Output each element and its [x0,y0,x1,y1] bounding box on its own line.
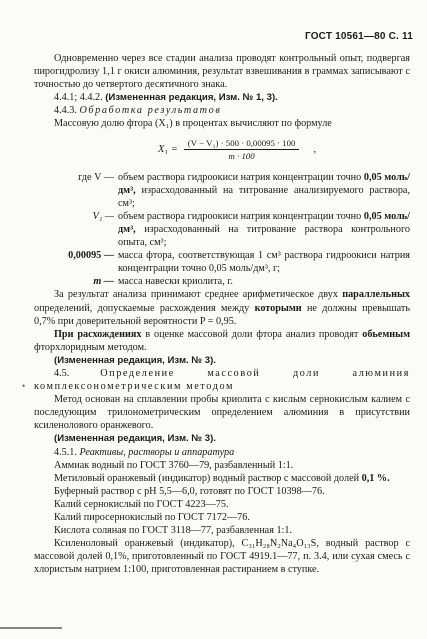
paragraph-result-criteria [34,288,410,327]
section-number: 4.4.3. [54,105,77,117]
text-part: не должны превышать 0,7% при доверительной вероятности P = 0,95. [34,302,411,327]
paragraph-revision-4-4 [34,91,410,104]
revision-note: (Измененная редакция, Изм. № 3). [54,354,216,366]
definition-text-part: израсходованный на титрование раствора контрольного опыта, см³; [118,223,410,249]
fluorine-formula [64,135,410,165]
section-heading: Определение массовой доли алюминия комплексонометрическим методом [34,367,410,393]
definition-v1 [34,210,410,249]
text-part: фторхлоридным методом. [34,341,147,353]
section-number: 4.5.1. [54,446,77,458]
definition-symbol: m — [93,276,114,288]
paragraph-heading-reagents [34,446,410,459]
section-heading: Обработка результатов [79,105,222,117]
section-number: 4.5. [54,367,70,379]
reagent-buffer: Буферный раствор с pH 5,5—6,0, готовят по ГОСТ 10398—76. [54,485,325,497]
paragraph-revision-note [34,354,410,367]
section-heading: Реактивы, растворы и аппаратура [79,446,235,458]
text-part: определений, допускаемые расхождения между [34,302,250,314]
definition-mass-constant [34,249,410,275]
text-bold: При расхождениях [54,328,142,340]
document-body [34,52,410,576]
formula-comma: , [313,144,316,156]
definition-text-bold: 0,05 моль/дм³, [118,210,410,235]
definition-text-part: объем раствора гидроокиси натрия концентрации точно [118,210,362,222]
formula-lhs: X₁ = [158,144,178,156]
text-bold: которыми [254,302,302,314]
formula-numerator: (V − V₁) · 500 · 0,00095 · 100 [184,137,300,150]
paragraph-heading-aluminium [34,367,410,393]
reagent-ammonia: Аммиак водный по ГОСТ 3760—79, разбавленный 1:1. [54,459,294,471]
definition-text: масса навески криолита, г. [118,276,233,288]
paragraph-method: Метод основан на сплавлении пробы криолита с кислым сернокислым калием с последующим трилонометрическим определением алюминия в присутствии ксиленолового оранжевого. [34,394,410,432]
definition-text-bold: 0,05 моль/дм³, [118,171,410,196]
reagent-hydrochloric-acid: Кислота соляная по ГОСТ 3118—77, разбавленная 1:1. [54,525,293,537]
page-header: ГОСТ 10561—80 С. 11 [304,31,413,42]
definition-symbol: V₁ — [92,210,114,222]
margin-bullet-mark: • [22,381,26,391]
definition-text [118,171,410,210]
reagent-potassium-pyrosulfate: Калий пиросернокислый по ГОСТ 7172—76. [54,512,250,523]
text-bold: обьемным [362,328,411,340]
definition-symbol: где V — [78,171,114,183]
section-number: 4.4.1; 4.4.2. [54,92,103,104]
paragraph-control-test: Одновременно через все стадии анализа проводят контрольный опыт, подвергая пирогидролизу 1,1 г окиси алюминия, результат взвешивания в граммах записывают с точностью до четвертого десятичного знака. [34,53,410,91]
text-part: в оценке массовой доли фтора анализ проводят [145,328,359,340]
definition-text: масса фтора, соответствующая 1 см³ раствора гидроокиси натрия концентрации точно 0,05 моль/дм³, г; [118,250,410,275]
definition-v [34,171,410,210]
text-bold: 0,1 %. [361,472,390,484]
reagent-potassium-sulfate: Калий сернокислый по ГОСТ 4223—75. [54,498,229,510]
formula-denominator: m · 100 [228,151,255,162]
definition-text-part: объем раствора гидроокиси натрия концентрации точно [118,171,362,183]
paragraph-revision-note [34,432,410,445]
definition-m [34,275,410,288]
definition-symbol: 0,00095 — [68,250,114,262]
revision-note: (Измененная редакция, Изм. № 3). [54,433,216,445]
reagent-xylenol-orange: Ксиленоловый оранжевый (индикатор), C₃₁H₂₈N₂Na₄O₁₃S, водный раствор с массовой долей 0,1%, приготовленный по ГОСТ 4919.1—77, п. 3.4, или сухая смесь с хлористым натрием 1:100, приготовленная растиранием в ступке. [34,538,410,576]
reagent-methyl-orange [34,472,410,485]
paragraph-discrepancy [34,328,410,354]
text-part: Метиловый оранжевый (индикатор) водный раствор с массовой долей [54,472,360,484]
definition-text [118,210,410,249]
paragraph-heading-results [34,104,410,117]
bottom-edge-line [0,627,62,629]
formula-fraction [184,137,300,162]
text-part: За результат анализа принимают среднее арифметическое двух [54,289,338,301]
paragraph-formula-intro: Массовую долю фтора (X₁) в процентах вычисляют по формуле [54,118,332,130]
revision-note: (Измененная редакция, Изм. № 1, 3). [105,92,278,104]
text-bold: параллельных [342,289,410,301]
definition-text-part: израсходованный на титрование анализируемого раствора, см³; [118,184,411,209]
